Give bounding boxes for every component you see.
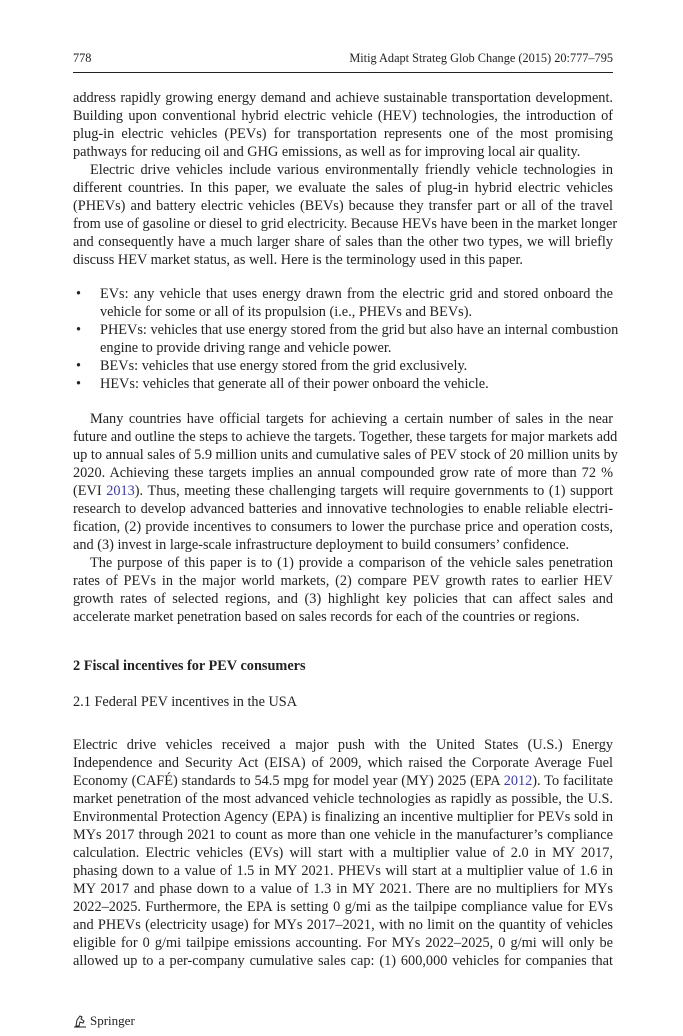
springer-horse-icon bbox=[73, 1014, 87, 1028]
subsection-heading: 2.1 Federal PEV incentives in the USA bbox=[73, 694, 298, 710]
section-heading: 2 Fiscal incentives for PEV consumers bbox=[73, 658, 306, 674]
text-line: Environmental Protection Agency (EPA) is finalizing an incentive multiplier for PEVs sold in bbox=[73, 809, 613, 825]
text-line: accelerate market penetration based on sales records for each of the countries or regions. bbox=[73, 609, 580, 625]
citation-link[interactable]: 2012 bbox=[503, 773, 533, 789]
terminology-list bbox=[73, 285, 619, 393]
text-line bbox=[73, 375, 613, 393]
text-line bbox=[73, 482, 613, 500]
publisher-name: Springer bbox=[90, 1013, 135, 1028]
text-segment: ). To facilitate bbox=[532, 773, 613, 789]
list-item bbox=[73, 375, 613, 393]
paragraph bbox=[73, 554, 613, 626]
text-line: allowed up to a per-company cumulative sales cap: (1) 600,000 vehicles for companies that bbox=[73, 953, 613, 969]
targets-text bbox=[73, 410, 618, 626]
paragraph bbox=[73, 410, 618, 554]
text-line: Many countries have official targets for achieving a certain number of sales in the near bbox=[90, 411, 613, 427]
text-line: plug-in electric vehicles (PEVs) for transportation represents one of the most promising bbox=[73, 126, 613, 142]
text-segment: ). Thus, meeting these challenging targets will require governments to (1) support bbox=[134, 483, 614, 499]
text-line: and PHEVs (electricity usage) for MYs 2017–2021, with no limit on the quantity of vehicles bbox=[73, 917, 613, 933]
text-line: phasing down to a value of 1.5 in MY 2021. PHEVs will start at a multiplier value of 1.6 in bbox=[73, 863, 613, 879]
running-header bbox=[73, 51, 613, 69]
paragraph bbox=[73, 89, 613, 161]
text-line: from use of gasoline or diesel to grid electricity. Because HEVs have been in the market longer bbox=[73, 216, 618, 232]
page-number: 778 bbox=[73, 51, 92, 65]
intro-text bbox=[73, 89, 618, 269]
text-line bbox=[73, 303, 613, 321]
text-line: eligible for 0 g/mi tailpipe emissions accounting. For MYs 2022–2025, 0 g/mi will only be bbox=[73, 935, 613, 951]
text-line: different countries. In this paper, we evaluate the sales of plug-in hybrid electric vehicles bbox=[73, 180, 613, 196]
text-line: address rapidly growing energy demand and achieve sustainable transportation development. bbox=[73, 90, 613, 106]
text-line: discuss HEV market status, as well. Here is the terminology used in this paper. bbox=[73, 252, 524, 268]
text-segment: PHEVs: vehicles that use energy stored from the grid but also have an internal combustion bbox=[100, 322, 619, 338]
federal-incentives-text bbox=[73, 736, 613, 970]
journal-citation: Mitig Adapt Strateg Glob Change (2015) 20:777–795 bbox=[349, 51, 613, 65]
text-line: Building upon conventional hybrid electric vehicle (HEV) technologies, the introduction of bbox=[73, 108, 613, 124]
text-line: Electric drive vehicles include various environmentally friendly vehicle technologies in bbox=[90, 162, 613, 178]
text-line: The purpose of this paper is to (1) provide a comparison of the vehicle sales penetration bbox=[90, 555, 613, 571]
paragraph bbox=[73, 736, 613, 970]
text-line bbox=[73, 321, 619, 339]
text-line: MYs 2017 through 2021 to count as more than one vehicle in the manufacturer’s compliance bbox=[73, 827, 613, 843]
bullet-marker: • bbox=[76, 358, 82, 374]
bullet-marker: • bbox=[76, 376, 82, 392]
text-line bbox=[73, 339, 613, 357]
text-line: Independence and Security Act (EISA) of 2009, which raised the Corporate Average Fuel bbox=[73, 755, 613, 771]
text-line: 2020. Achieving these targets implies an annual compounded grow rate of more than 72 % bbox=[73, 465, 613, 481]
text-segment: Economy (CAFÉ) standards to 54.5 mpg for model year (MY) 2025 (EPA bbox=[73, 773, 504, 789]
text-line: calculation. Electric vehicles (EVs) will start with a multiplier value of 2.0 in MY 2017, bbox=[73, 845, 613, 861]
text-line: growth rates of selected regions, and (3) highlight key policies that can affect sales and bbox=[73, 591, 613, 607]
text-line bbox=[73, 357, 613, 375]
text-line: 2022–2025. Furthermore, the EPA is setting 0 g/mi as the tailpipe compliance value for EVs bbox=[73, 899, 613, 915]
text-segment: vehicle for some or all of its propulsion (i.e., PHEVs and BEVs). bbox=[100, 304, 473, 320]
text-line: and (3) invest in large-scale infrastructure deployment to build consumers’ confidence. bbox=[73, 537, 570, 553]
list-item bbox=[73, 321, 619, 357]
text-segment: EVs: any vehicle that uses energy drawn from the electric grid and stored onboard the bbox=[100, 286, 613, 302]
text-line: research to develop advanced batteries and innovative technologies to enable reliable electri- bbox=[73, 501, 613, 517]
text-line: rates of PEVs in the major world markets, (2) compare PEV growth rates to earlier HEV bbox=[73, 573, 613, 589]
text-line: MY 2017 and phase down to a value of 1.3 in MY 2021. There are no multipliers for MYs bbox=[73, 881, 613, 897]
text-line bbox=[73, 285, 613, 303]
text-line: pathways for reducing oil and GHG emissions, as well as for improving local air quality. bbox=[73, 144, 581, 160]
text-line bbox=[73, 772, 613, 790]
list-item bbox=[73, 285, 613, 321]
text-segment: engine to provide driving range and vehicle power. bbox=[100, 340, 392, 356]
publisher-footer bbox=[73, 1013, 135, 1029]
text-segment: BEVs: vehicles that use energy stored from the grid exclusively. bbox=[100, 358, 468, 374]
text-line: up to annual sales of 5.9 million units and cumulative sales of PEV stock of 20 million units by bbox=[73, 447, 618, 463]
header-rule bbox=[73, 72, 613, 73]
text-line: future and outline the steps to achieve the targets. Together, these targets for major markets add bbox=[73, 429, 618, 445]
text-line: fication, (2) provide incentives to consumers to lower the purchase price and operation costs, bbox=[73, 519, 613, 535]
text-segment: HEVs: vehicles that generate all of their power onboard the vehicle. bbox=[100, 376, 489, 392]
list-item bbox=[73, 357, 613, 375]
text-segment: (EVI bbox=[73, 483, 107, 499]
paragraph bbox=[73, 161, 618, 269]
text-line: Electric drive vehicles received a major push with the United States (U.S.) Energy bbox=[73, 737, 613, 753]
citation-link[interactable]: 2013 bbox=[106, 483, 135, 499]
bullet-marker: • bbox=[76, 286, 82, 302]
text-line: and consequently have a much larger share of sales than the other two types, we will briefly bbox=[73, 234, 613, 250]
bullet-marker: • bbox=[76, 322, 82, 338]
text-line: market penetration of the most advanced vehicle technologies as rapidly as possible, the U.S. bbox=[73, 791, 613, 807]
text-line: (PHEVs) and battery electric vehicles (BEVs) because they transfer part or all of the travel bbox=[73, 198, 613, 214]
